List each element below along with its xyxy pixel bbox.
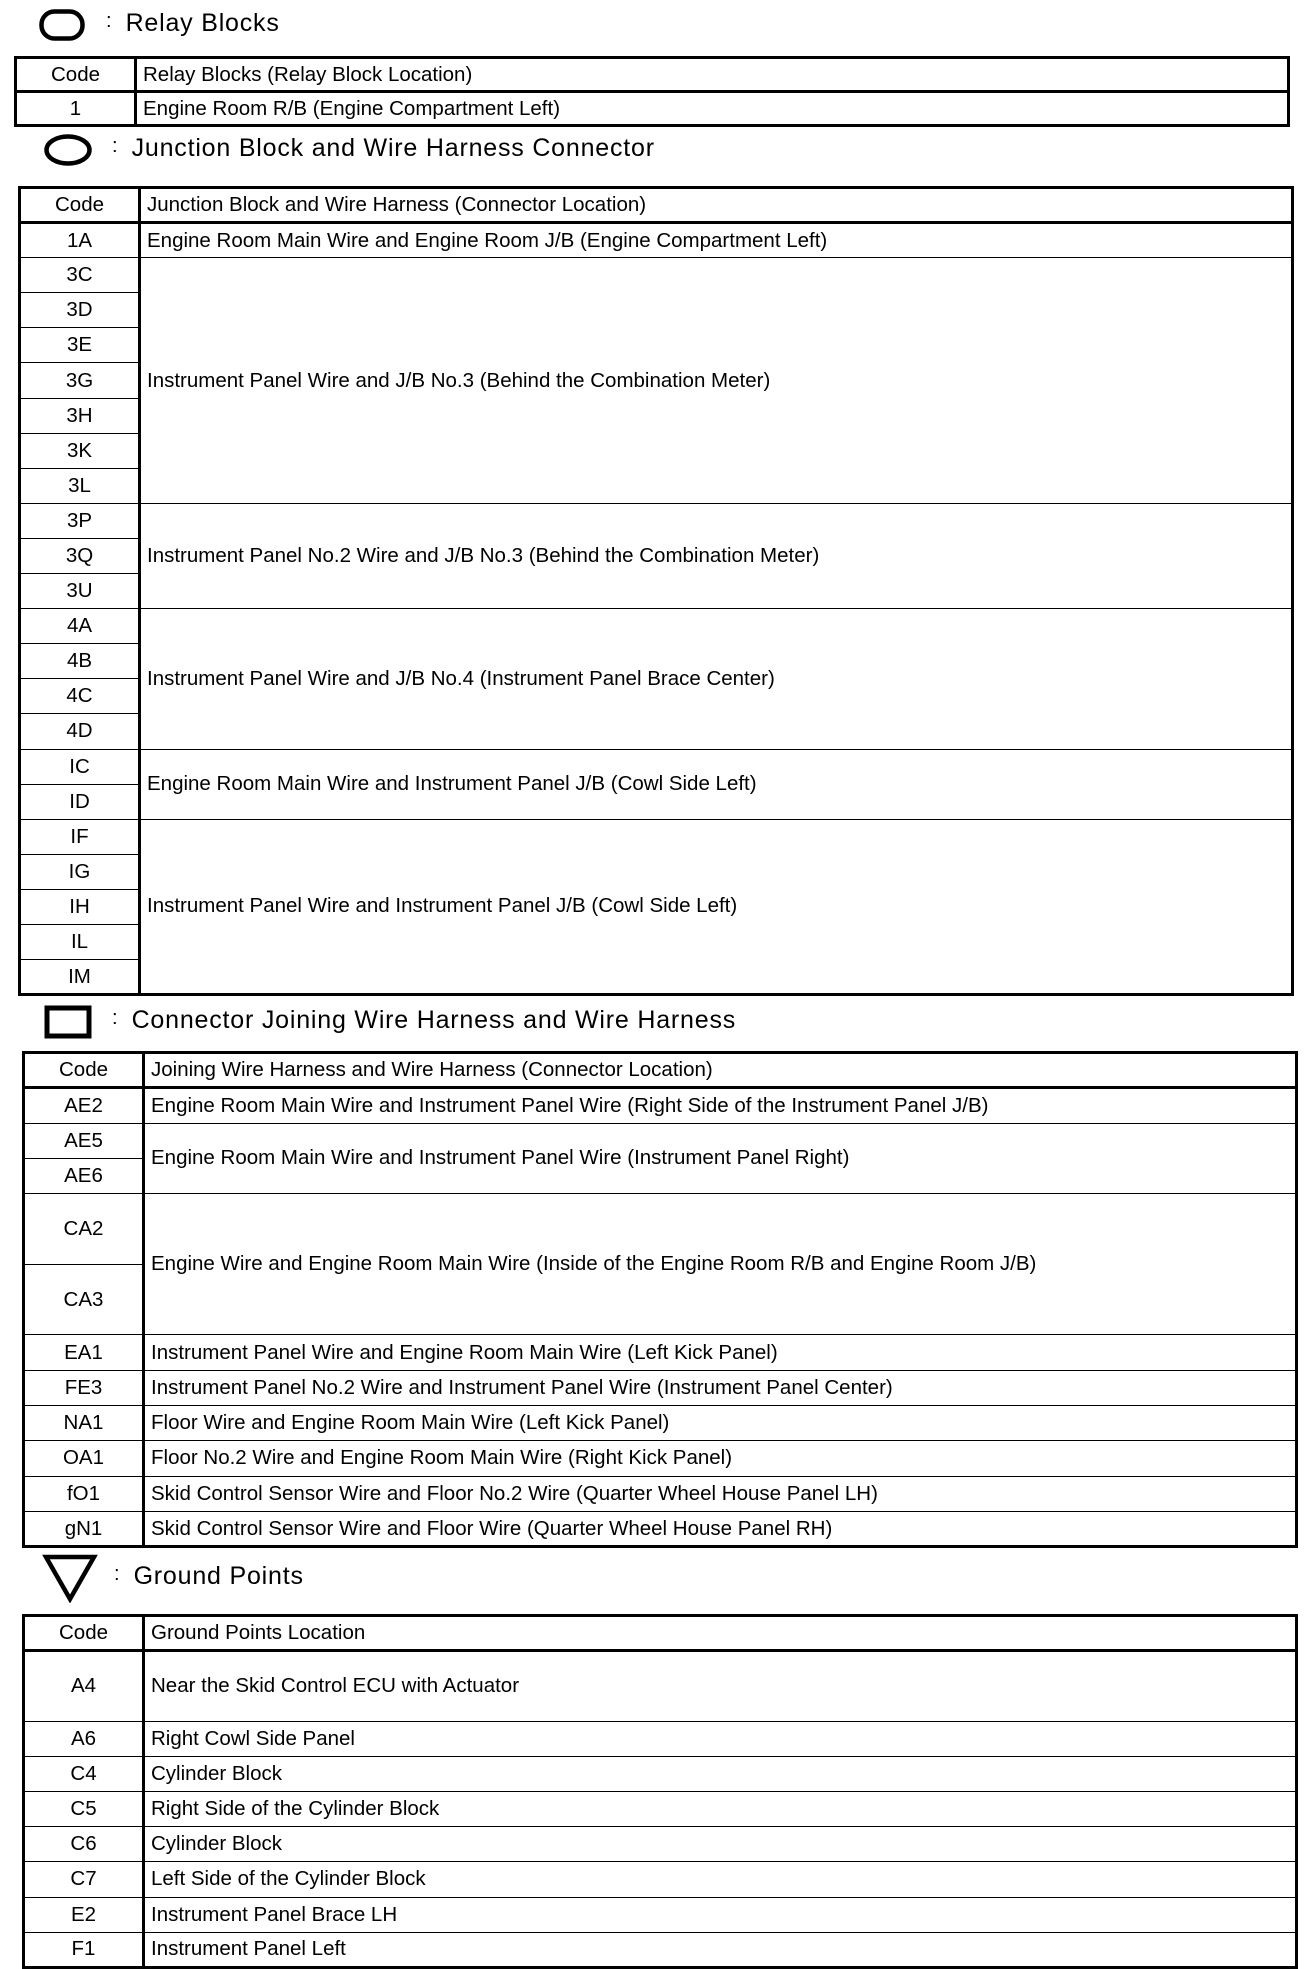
ground-points-table	[22, 1614, 1298, 1969]
table-header-row	[20, 188, 1293, 223]
location-cell: Engine Room Main Wire and Engine Room J/B (Engine Compartment Left)	[140, 223, 1293, 258]
location-cell: Instrument Panel Wire and Engine Room Main Wire (Left Kick Panel)	[144, 1335, 1297, 1370]
location-cell: Skid Control Sensor Wire and Floor Wire (Quarter Wheel House Panel RH)	[144, 1511, 1297, 1546]
oval-symbol-icon	[38, 133, 98, 167]
table-row	[24, 1862, 1297, 1897]
code-cell: E2	[24, 1897, 144, 1932]
code-cell: 3H	[20, 398, 140, 433]
code-cell: 3D	[20, 293, 140, 328]
location-cell: Instrument Panel Brace LH	[144, 1897, 1297, 1932]
table-row	[16, 92, 1289, 126]
code-cell: 3K	[20, 433, 140, 468]
code-cell: 4A	[20, 609, 140, 644]
code-cell: C4	[24, 1756, 144, 1791]
triangle-down-symbol-icon	[40, 1553, 100, 1603]
location-cell: Floor No.2 Wire and Engine Room Main Wire (Right Kick Panel)	[144, 1441, 1297, 1476]
table-row	[24, 1405, 1297, 1440]
table-row	[24, 1721, 1297, 1756]
code-cell: FE3	[24, 1370, 144, 1405]
code-cell: 4D	[20, 714, 140, 749]
table-row	[24, 1897, 1297, 1932]
table-row	[20, 223, 1293, 258]
location-cell: Instrument Panel Left	[144, 1932, 1297, 1967]
code-cell: CA2	[24, 1194, 144, 1265]
location-cell: Instrument Panel Wire and J/B No.4 (Instrument Panel Brace Center)	[140, 609, 1293, 749]
location-cell: Instrument Panel No.2 Wire and J/B No.3 (Behind the Combination Meter)	[140, 503, 1293, 608]
code-cell: IL	[20, 924, 140, 959]
section-header-relay-blocks	[32, 3, 280, 47]
location-cell: Instrument Panel Wire and J/B No.3 (Behind the Combination Meter)	[140, 258, 1293, 504]
location-cell: Engine Room Main Wire and Instrument Panel J/B (Cowl Side Left)	[140, 749, 1293, 819]
section-header-ground-points	[40, 1556, 304, 1600]
code-cell: IM	[20, 960, 140, 995]
code-cell: A4	[24, 1651, 144, 1721]
location-cell: Cylinder Block	[144, 1827, 1297, 1862]
code-cell: OA1	[24, 1441, 144, 1476]
location-cell: Right Side of the Cylinder Block	[144, 1791, 1297, 1826]
table-row	[24, 1932, 1297, 1967]
table-row	[24, 1335, 1297, 1370]
relay-blocks-table	[14, 56, 1290, 127]
location-cell: Instrument Panel Wire and Instrument Panel J/B (Cowl Side Left)	[140, 819, 1293, 994]
junction-block-table	[18, 186, 1294, 996]
code-cell: C5	[24, 1791, 144, 1826]
connector-joining-table	[22, 1051, 1298, 1548]
location-column-header: Joining Wire Harness and Wire Harness (Connector Location)	[144, 1053, 1297, 1088]
location-cell: Engine Wire and Engine Room Main Wire (Inside of the Engine Room R/B and Engine Room J/B)	[144, 1194, 1297, 1335]
table-header-row	[16, 58, 1289, 92]
code-cell: IC	[20, 749, 140, 784]
code-column-header: Code	[24, 1616, 144, 1651]
location-cell: Near the Skid Control ECU with Actuator	[144, 1651, 1297, 1721]
location-cell: Skid Control Sensor Wire and Floor No.2 Wire (Quarter Wheel House Panel LH)	[144, 1476, 1297, 1511]
table-row	[24, 1088, 1297, 1123]
code-cell: gN1	[24, 1511, 144, 1546]
table-row	[20, 503, 1293, 538]
location-cell: Engine Room R/B (Engine Compartment Left)	[136, 92, 1289, 126]
code-cell: 3C	[20, 258, 140, 293]
section-title: Junction Block and Wire Harness Connector	[131, 133, 655, 162]
square-symbol-icon	[38, 1005, 98, 1039]
code-cell: 3P	[20, 503, 140, 538]
table-row	[20, 819, 1293, 854]
code-cell: 1	[16, 92, 136, 126]
location-cell: Cylinder Block	[144, 1756, 1297, 1791]
code-cell: 1A	[20, 223, 140, 258]
rounded-rect-symbol-icon	[32, 9, 92, 41]
code-column-header: Code	[24, 1053, 144, 1088]
table-row	[24, 1441, 1297, 1476]
code-cell: CA3	[24, 1264, 144, 1335]
section-colon: :	[114, 1562, 120, 1585]
code-cell: C6	[24, 1827, 144, 1862]
location-cell: Engine Room Main Wire and Instrument Panel Wire (Instrument Panel Right)	[144, 1123, 1297, 1194]
table-row	[24, 1370, 1297, 1405]
code-cell: IG	[20, 854, 140, 889]
section-title: Connector Joining Wire Harness and Wire Harness	[131, 1005, 737, 1034]
code-cell: AE6	[24, 1158, 144, 1193]
section-title: Ground Points	[133, 1561, 304, 1590]
table-row	[24, 1511, 1297, 1546]
section-header-connector-joining	[38, 1000, 736, 1044]
table-header-row	[24, 1616, 1297, 1651]
location-column-header: Ground Points Location	[144, 1616, 1297, 1651]
code-column-header: Code	[16, 58, 136, 92]
table-row	[24, 1756, 1297, 1791]
location-cell: Right Cowl Side Panel	[144, 1721, 1297, 1756]
code-cell: NA1	[24, 1405, 144, 1440]
table-row	[24, 1651, 1297, 1721]
code-cell: AE2	[24, 1088, 144, 1123]
section-colon: :	[106, 9, 112, 32]
code-cell: 3L	[20, 468, 140, 503]
code-column-header: Code	[20, 188, 140, 223]
code-cell: 4C	[20, 679, 140, 714]
code-cell: A6	[24, 1721, 144, 1756]
table-row	[24, 1194, 1297, 1265]
code-cell: ID	[20, 784, 140, 819]
location-column-header: Relay Blocks (Relay Block Location)	[136, 58, 1289, 92]
table-row	[20, 749, 1293, 784]
location-cell: Left Side of the Cylinder Block	[144, 1862, 1297, 1897]
table-row	[24, 1123, 1297, 1158]
code-cell: IH	[20, 889, 140, 924]
code-cell: F1	[24, 1932, 144, 1967]
section-title: Relay Blocks	[125, 8, 280, 37]
table-row	[20, 258, 1293, 293]
code-cell: 4B	[20, 644, 140, 679]
section-header-junction-block	[38, 128, 655, 172]
code-cell: 3G	[20, 363, 140, 398]
code-cell: EA1	[24, 1335, 144, 1370]
code-cell: 3Q	[20, 538, 140, 573]
code-cell: fO1	[24, 1476, 144, 1511]
section-colon: :	[112, 1006, 118, 1029]
table-row	[20, 609, 1293, 644]
code-cell: 3E	[20, 328, 140, 363]
code-cell: AE5	[24, 1123, 144, 1158]
table-row	[24, 1476, 1297, 1511]
code-cell: 3U	[20, 574, 140, 609]
location-cell: Instrument Panel No.2 Wire and Instrument Panel Wire (Instrument Panel Center)	[144, 1370, 1297, 1405]
location-column-header: Junction Block and Wire Harness (Connector Location)	[140, 188, 1293, 223]
section-colon: :	[112, 134, 118, 157]
table-row	[24, 1791, 1297, 1826]
location-cell: Engine Room Main Wire and Instrument Panel Wire (Right Side of the Instrument Panel J/B)	[144, 1088, 1297, 1123]
table-header-row	[24, 1053, 1297, 1088]
table-row	[24, 1827, 1297, 1862]
code-cell: IF	[20, 819, 140, 854]
location-cell: Floor Wire and Engine Room Main Wire (Left Kick Panel)	[144, 1405, 1297, 1440]
code-cell: C7	[24, 1862, 144, 1897]
